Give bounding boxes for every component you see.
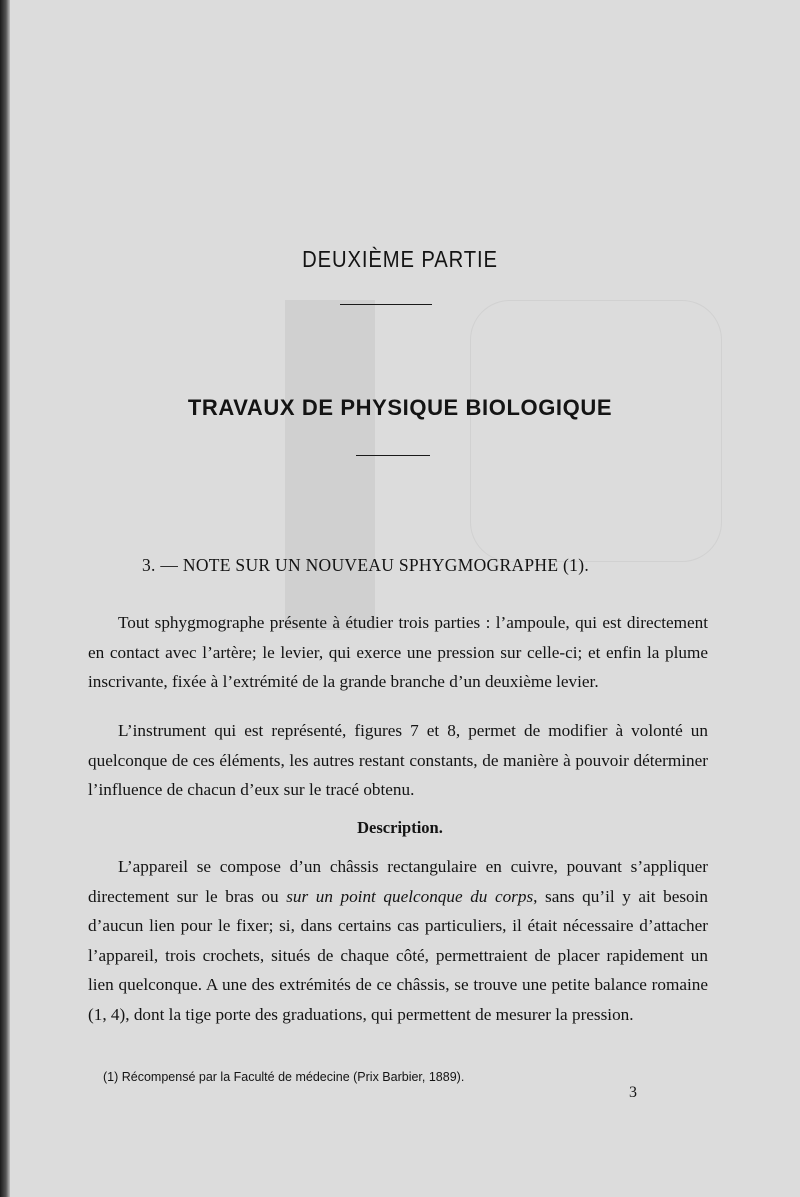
paragraph-2: L’instrument qui est représenté, figures 7 et 8, permet de modifier à volonté un quelconque de ces éléments, les autres restant constants, de manière à pouvoir déterminer l’influence de chacun d’eux sur le tracé obtenu.: [88, 721, 708, 800]
section-title: TRAVAUX DE PHYSIQUE BIOLOGIQUE: [187, 395, 613, 420]
show-through-figure-outline: [470, 300, 722, 562]
binding-shadow: [0, 0, 10, 1197]
part-title: DEUXIÈME PARTIE: [302, 246, 498, 272]
paragraph-3: [88, 852, 708, 1030]
description-heading: Description.: [357, 818, 443, 837]
show-through-shading: [285, 300, 375, 630]
paragraph-3-text-after: , sans qu’il y ait besoin d’aucun lien pour le fixer; si, dans certains cas particuliers, il était nécessaire d’attacher l’appareil, trois crochets, situés de chaque côté, permettraient de placer rapidement un lien quelconque. A une des extrémités de ce châssis, se trouve une petite balance romaine (1, 4), dont la tige porte des graduations, qui permettent de mesurer la pression.: [88, 886, 708, 1024]
title-rule-bottom: [356, 455, 430, 456]
paragraph-3-italic: sur un point quelconque du corps: [286, 886, 534, 906]
paragraph-1: Tout sphygmographe présente à étudier trois parties : l’ampoule, qui est directement en contact avec l’artère; le levier, qui exerce une pression sur celle-ci; et enfin la plume inscrivante, fixée à l’extrémité de la grande branche d’un deuxième levier.: [88, 613, 708, 692]
note-title: 3. — NOTE SUR UN NOUVEAU SPHYGMOGRAPHE (1).: [142, 555, 590, 575]
footnote: (1) Récompensé par la Faculté de médecine (Prix Barbier, 1889).: [103, 1070, 465, 1084]
title-rule-top: [340, 304, 432, 305]
paragraph-3-text-before: L’appareil se compose d’un châssis rectangulaire en cuivre, pouvant s’appliquer directement sur le bras ou: [88, 857, 708, 906]
page-number: 3: [629, 1084, 637, 1101]
